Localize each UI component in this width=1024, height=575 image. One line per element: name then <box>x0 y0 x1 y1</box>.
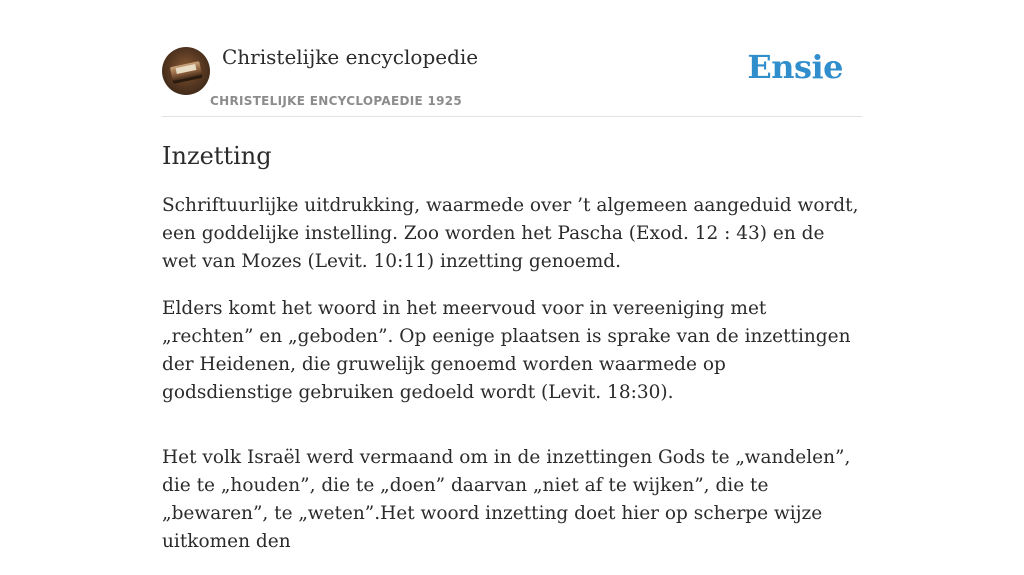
page-container <box>162 0 862 575</box>
site-header <box>162 0 862 117</box>
article <box>162 142 862 556</box>
article-title: Inzetting <box>162 142 272 170</box>
brand-logo-link[interactable]: Ensie <box>747 48 843 86</box>
article-paragraph: Elders komt het woord in het meervoud voor in vereeniging met „rechten” en „geboden”. Op eenige plaatsen is sprake van de inzettingen der Heidenen, die gruwelijk genoemd worden waarmede op godsdienstige gebruiken gedoeld wordt (Levit. 18:30). <box>162 298 851 403</box>
article-paragraph: Het volk Israël werd vermaand om in de inzettingen Gods te „wandelen”, die te „houden”, die te „doen” daarvan „niet af te wijken”, die te „bewaren”, te „weten”.Het woord inzetting doet hier op scherpe wijze uitkomen den <box>162 447 851 552</box>
paragraph-spacer <box>162 426 862 444</box>
article-paragraph: Schriftuurlijke uitdrukking, waarmede over ’t algemeen aangeduid wordt, een goddelijke instelling. Zoo worden het Pascha (Exod. 12 : 43) en de wet van Mozes (Levit. 10:11) inzetting genoemd. <box>162 195 859 272</box>
article-body <box>162 192 862 556</box>
site-title[interactable]: Christelijke encyclopedie <box>222 45 479 69</box>
site-subtitle: CHRISTELIJKE ENCYCLOPAEDIE 1925 <box>210 94 463 108</box>
book-avatar-icon[interactable] <box>162 47 210 95</box>
